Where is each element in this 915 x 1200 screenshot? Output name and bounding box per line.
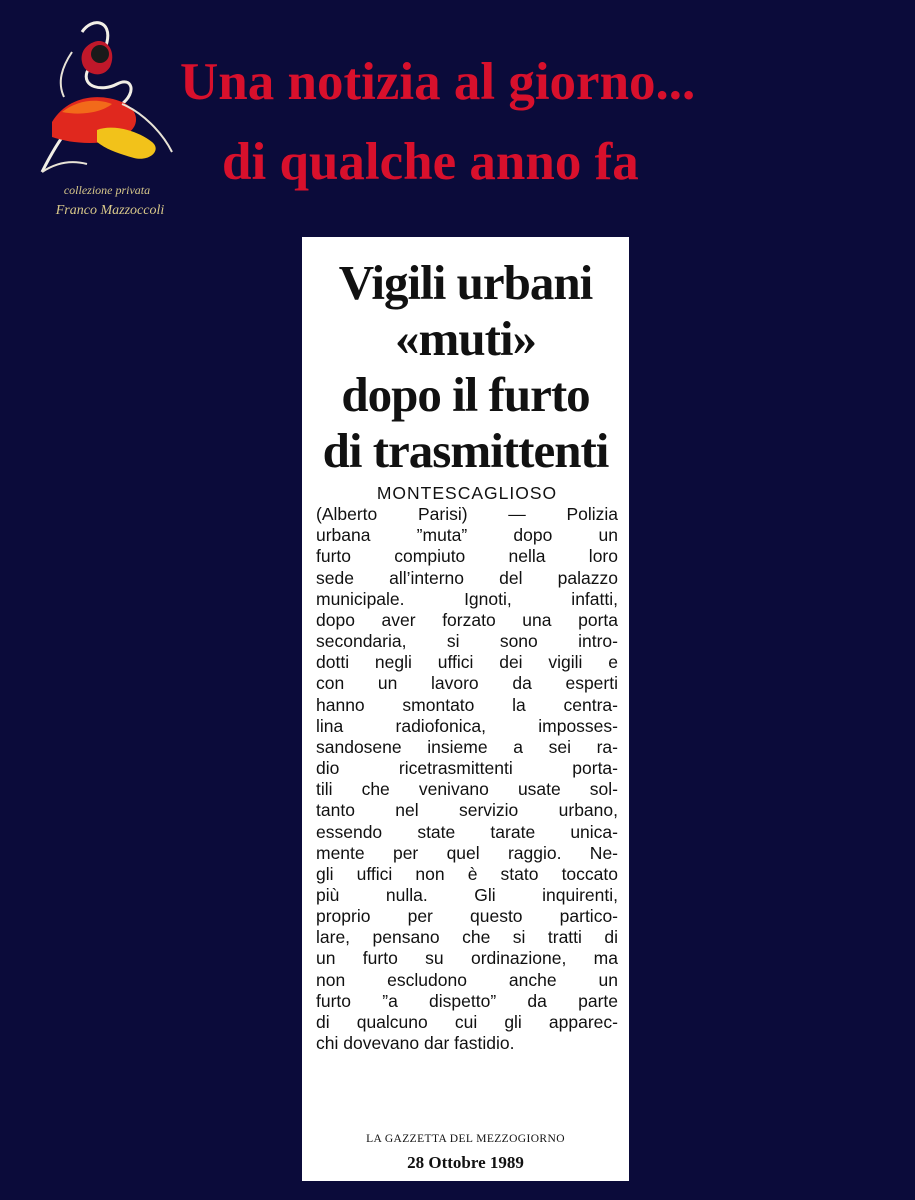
article-line: proprio per questo partico-	[316, 906, 618, 927]
logo-caption-line1: collezione privata	[63, 183, 151, 197]
article-line: hanno smontato la centra-	[316, 694, 618, 715]
article-line: chi dovevano dar fastidio.	[316, 1033, 515, 1054]
article-line: più nulla. Gli inquirenti,	[316, 884, 618, 905]
collection-logo	[12, 12, 187, 227]
article-line: un furto su ordinazione, ma	[316, 948, 618, 969]
article-line: furto ”a dispetto” da parte	[316, 990, 618, 1011]
article-line: mente per quel raggio. Ne-	[316, 842, 618, 863]
article-title	[302, 255, 629, 479]
article-line: essendo state tarate unica-	[316, 821, 618, 842]
article-line: (Alberto Parisi) — Polizia	[316, 504, 618, 525]
article-line: dopo aver forzato una porta	[316, 609, 618, 630]
article-body	[316, 483, 618, 1054]
article-line: dio ricetrasmittenti porta-	[316, 758, 618, 779]
article-title-line: dopo il furto	[341, 367, 590, 422]
article-line: non escludono anche un	[316, 969, 618, 990]
article-title-line: Vigili urbani	[338, 255, 593, 310]
page-title-line2: di qualche anno fa	[222, 133, 639, 191]
article-line: gli uffici non è stato toccato	[316, 863, 618, 884]
logo-caption-line2: Franco Mazzoccoli	[55, 203, 165, 218]
article-date: 28 Ottobre 1989	[407, 1153, 524, 1172]
article-title-line: di trasmittenti	[322, 423, 609, 478]
article-line: dotti negli uffici dei vigili e	[316, 652, 618, 673]
article-line: tanto nel servizio urbano,	[316, 800, 618, 821]
article-line: con un lavoro da esperti	[316, 673, 618, 694]
article-line: urbana ”muta” dopo un	[316, 525, 618, 546]
article-dateline: MONTESCAGLIOSO	[376, 483, 558, 503]
article-line: secondaria, si sono intro-	[316, 631, 618, 652]
article-line: lina radiofonica, imposses-	[316, 715, 618, 736]
article-line: municipale. Ignoti, infatti,	[316, 588, 618, 609]
article-line: sede all’interno del palazzo	[316, 567, 618, 588]
newspaper-source: LA GAZZETTA DEL MEZZOGIORNO	[366, 1133, 565, 1145]
dancer-icon	[12, 12, 187, 187]
article-line: di qualcuno cui gli apparec-	[316, 1011, 618, 1032]
article-title-line: «muti»	[395, 311, 536, 366]
article-line: sandosene insieme a sei ra-	[316, 736, 618, 757]
article-line: lare, pensano che si tratti di	[316, 927, 618, 948]
article-line: furto compiuto nella loro	[316, 546, 618, 567]
newspaper-clipping	[302, 237, 629, 1181]
article-line: tili che venivano usate sol-	[316, 779, 618, 800]
page-title-line1: Una notizia al giorno...	[180, 53, 696, 111]
